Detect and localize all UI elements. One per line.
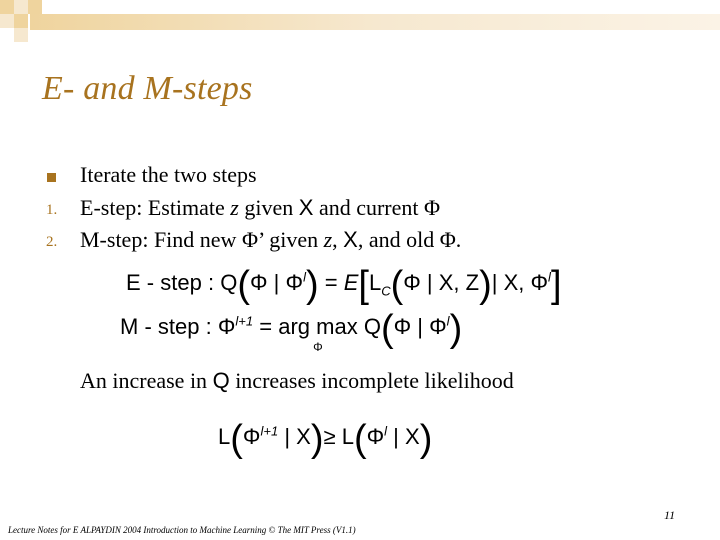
m-step-formula: M - step : $\Phi^{l+1}$ = arg max Φ Q(Φ | $\Phi^l$) (120, 308, 463, 354)
list-number: 2. (46, 234, 58, 250)
list-item: 1. E-step: Estimate z given X and current Φ (46, 194, 441, 220)
likelihood-inequality: $L(\Phi^{l+1}$ | $X)\ge L(\Phi^l$ | X) (218, 418, 433, 460)
square-bullet-icon (47, 173, 56, 182)
list-number: 1. (46, 201, 58, 218)
header-decoration (0, 0, 720, 50)
page-number: 11 (664, 508, 676, 522)
footer-citation: Lecture Notes for E ALPAYDIN 2004 Introduction to Machine Learning © The MIT Press (V1.1) (8, 525, 356, 535)
body-text: An increase in Q increases incomplete likelihood (80, 368, 514, 393)
list-item: 2. M-step: Find new Φ’ given z, X, and old Φ. (46, 227, 462, 252)
slide-title: E- and M-steps (42, 70, 253, 107)
list-item: Iterate the two steps (46, 162, 686, 195)
bullet-list (46, 162, 686, 260)
e-step-formula: E - step : Q(Φ | $\Phi^l) = E[L_C(\Phi$ | X, Z)| X, $\Phi^l$] (126, 264, 562, 306)
